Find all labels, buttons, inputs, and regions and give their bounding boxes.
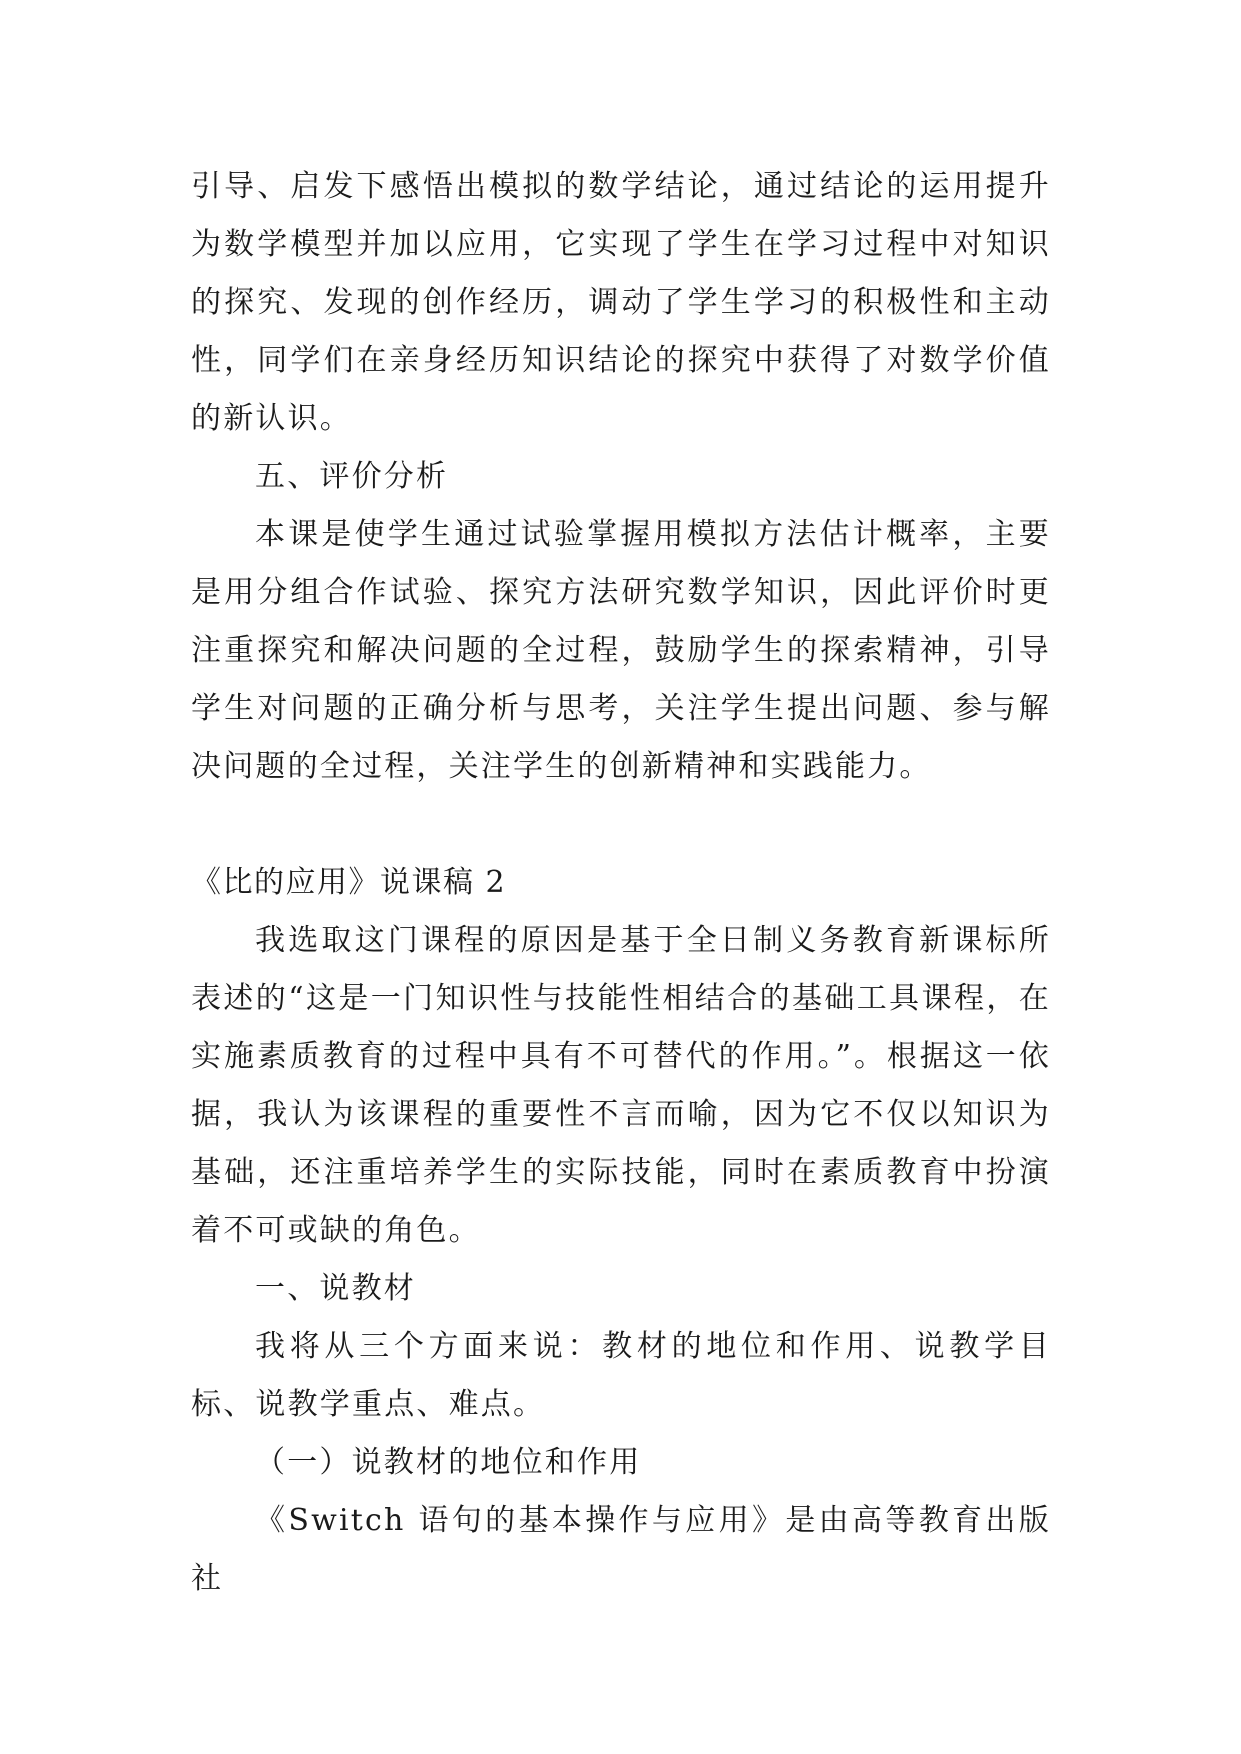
document-body [191,158,1051,1608]
section-spacer [191,796,1051,854]
heading-evaluation-analysis: 五、评价分析 [255,459,449,494]
paragraph-conclusion: 引导、启发下感悟出模拟的数学结论，通过结论的运用提升为数学模型并加以应用，它实现了学生在学习过程中对知识的探究、发现的创作经历，调动了学生学习的积极性和主动性，同学们在亲身经历知识结论的探究中获得了对数学价值的新认识。 [191,169,1051,436]
heading-teaching-material: 一、说教材 [255,1271,416,1306]
paragraph-switch-statement: 《Switch 语句的基本操作与应用》是由高等教育出版社 [191,1503,1051,1596]
subheading-material-role: （一）说教材的地位和作用 [255,1445,642,1480]
paragraph-evaluation: 本课是使学生通过试验掌握用模拟方法估计概率，主要是用分组合作试验、探究方法研究数学知识，因此评价时更注重探究和解决问题的全过程，鼓励学生的探索精神，引导学生对问题的正确分析与思考，关注学生提出问题、参与解决问题的全过程，关注学生的创新精神和实践能力。 [191,517,1051,784]
paragraph-three-aspects: 我将从三个方面来说：教材的地位和作用、说教学目标、说教学重点、难点。 [191,1329,1051,1422]
document-title: 《比的应用》说课稿 2 [191,865,507,900]
paragraph-course-reason: 我选取这门课程的原因是基于全日制义务教育新课标所表述的“这是一门知识性与技能性相结合的基础工具课程，在实施素质教育的过程中具有不可替代的作用。”。根据这一依据，我认为该课程的重要性不言而喻，因为它不仅以知识为基础，还注重培养学生的实际技能，同时在素质教育中扮演着不可或缺的角色。 [191,923,1051,1248]
